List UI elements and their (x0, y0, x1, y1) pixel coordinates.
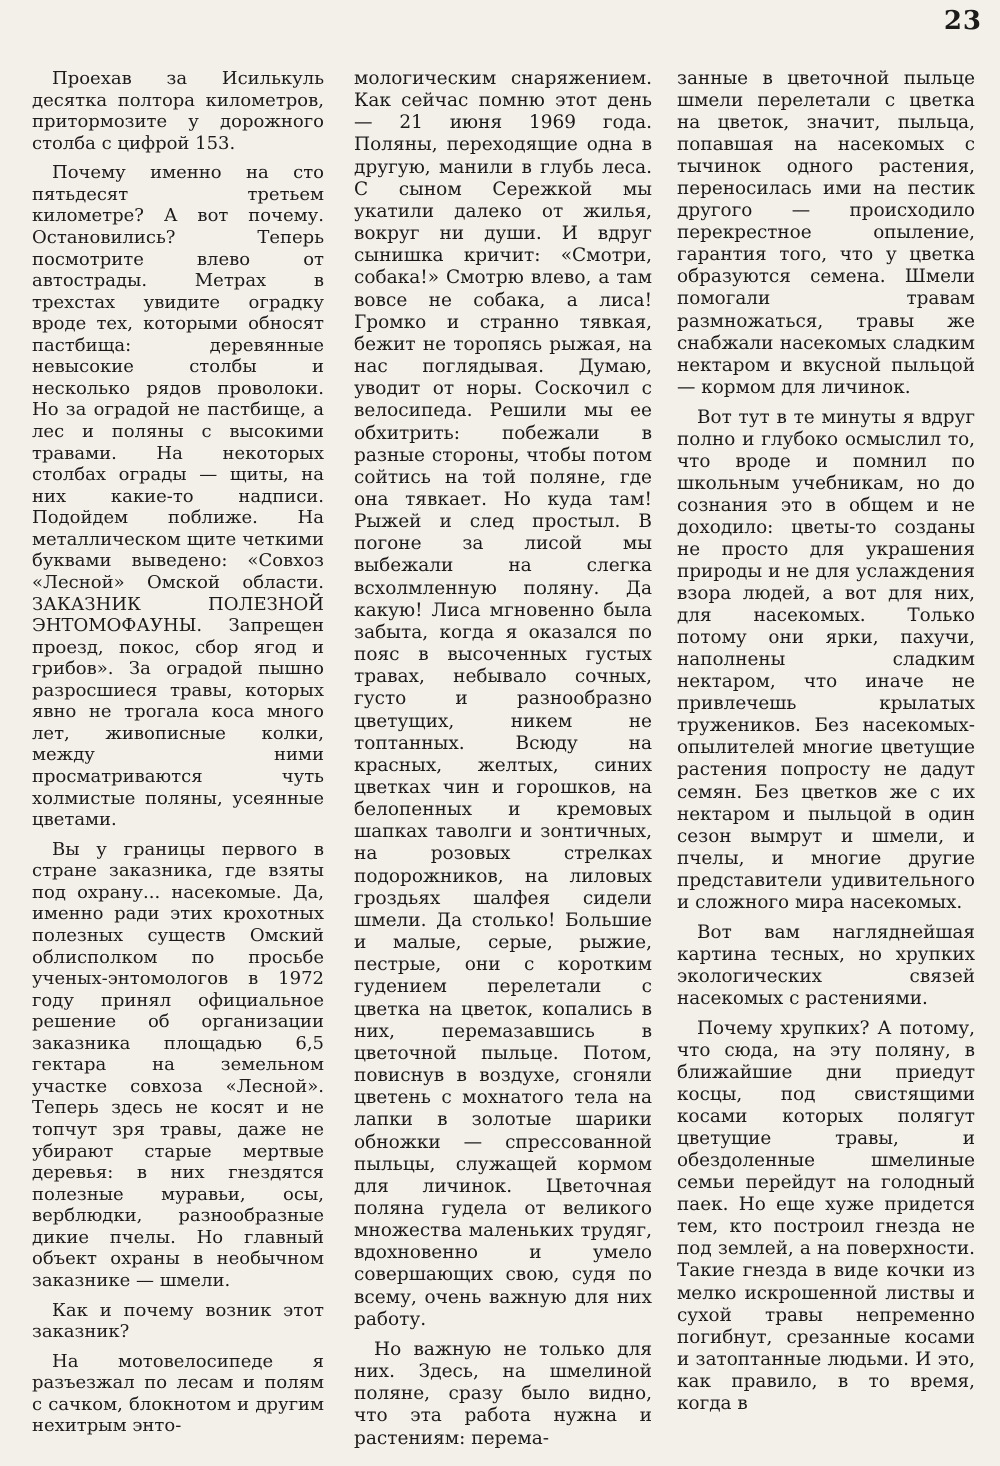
paragraph: занные в цветочной пыльце шмели перелетали с цветка на цветок, значит, пыльца, попавшая на насекомых с тычинок одного растения, переносилась ими на пестик другого — происходило перекрестное опыление, гарантия того, что у цветка образуются семена. Шмели помогали травам размножаться, травы же снабжали насекомых сладким нектаром и вкусной пыльцой — кормом для личинок. (677, 68, 975, 398)
paragraph: Проехав за Исилькуль десятка полтора километров, притормозите у дорожного столба с цифрой 153. (32, 68, 324, 154)
page-number: 23 (943, 6, 982, 36)
paragraph: Вы у границы первого в стране заказника, где взяты под охрану... насекомые. Да, именно ради этих крохотных полезных существ Омский облисполком по просьбе ученых-энтомологов в 1972 году принял официальное решение об организации заказника площадью 6,5 гектара на земельном участке совхоза «Лесной». Теперь здесь не косят и не топчут зря травы, даже не убирают старые мертвые деревья: в них гнездятся полезные муравьи, осы, верблюдки, разнообразные дикие пчелы. Но главный объект охраны в необычном заказнике — шмели. (32, 838, 324, 1291)
paragraph: На мотовелосипеде я разъезжал по лесам и полям с сачком, блокнотом и другим нехитрым энто- (32, 1350, 324, 1437)
text-column-left (32, 68, 324, 1437)
text-column-middle (354, 68, 652, 1450)
paragraph: Почему хрупких? А потому, что сюда, на эту поляну, в ближайшие дни приедут косцы, под свистящими косами которых полягут цветущие травы, и обездоленные шмелиные семьи перейдут на голодный паек. Но еще хуже придется тем, кто построил гнезда не под землей, а на поверхности. Такие гнезда в виде кочки из мелко искрошенной листвы и сухой травы непременно погибнут, срезанные косами и затоптанные людьми. И это, как правило, в то время, когда в (677, 1017, 975, 1414)
paragraph: мологическим снаряжением. Как сейчас помню этот день — 21 июня 1969 года. Поляны, переходящие одна в другую, манили в глубь леса. С сыном Сережкой мы укатили далеко от жилья, вокруг ни души. И вдруг сынишка кричит: «Смотри, собака!» Смотрю влево, а там вовсе не собака, а лиса! Громко и странно тявкая, бежит не торопясь рыжая, на нас поглядывая. Думаю, уводит от норы. Соскочил с велосипеда. Решили мы ее обхитрить: побежали в разные стороны, чтобы потом сойтись на той поляне, где она тявкает. Но куда там! Рыжей и след простыл. В погоне за лисой мы выбежали на слегка всхолмленную поляну. Да какую! Лиса мгновенно была забыта, когда я оказался по пояс в высоченных густых травах, небывало сочных, густо и разнообразно цветущих, никем не топтанных. Всюду на красных, желтых, синих цветках чин и горошков, на белопенных и кремовых шапках таволги и зонтичных, на розовых стрелках подорожников, на лиловых гроздьях шалфея сидели шмели. Да столько! Большие и малые, серые, рыжие, пестрые, они с коротким гудением перелетали с цветка на цветок, копались в них, перемазавшись в цветочной пыльце. Потом, повиснув в воздухе, сгоняли цветень с мохнатого тела на лапки в золотые шарики обножки — спрессованной пыльцы, служащей кормом для личинок. Цветочная поляна гудела от великого множества маленьких трудяг, вдохновенно и умело совершающих свою, судя по всему, очень важную для них работу. (354, 68, 652, 1330)
paragraph: Почему именно на сто пятьдесят третьем километре? А вот почему. Остановились? Теперь посмотрите влево от автострады. Метрах в трехстах увидите оградку вроде тех, которыми обносят пастбища: деревянные невысокие столбы и несколько рядов проволоки. Но за оградой не пастбище, а лес и поляны с высокими травами. На некоторых столбах ограды — щиты, на них какие-то надписи. Подойдем поближе. На металлическом щите четкими буквами выведено: «Совхоз «Лесной» Омской области. ЗАКАЗНИК ПОЛЕЗНОЙ ЭНТОМОФАУНЫ. Запрещен проезд, покос, сбор ягод и грибов». За оградой пышно разросшиеся травы, которых явно не трогала коса много лет, живописные колки, между ними просматриваются чуть холмистые поляны, усеянные цветами. (32, 162, 324, 831)
text-column-right (677, 68, 975, 1415)
paragraph: Но важную не только для них. Здесь, на шмелиной поляне, сразу было видно, что эта работа нужна и растениям: перема- (354, 1338, 652, 1449)
paragraph: Как и почему возник этот заказник? (32, 1299, 324, 1343)
paragraph: Вот тут в те минуты я вдруг полно и глубоко осмыслил то, что вроде и помнил по школьным учебникам, но до сознания это в общем и не доходило: цветы-то созданы не просто для украшения природы и не для услаждения взора людей, а вот для них, для насекомых. Только потому они ярки, пахучи, наполнены сладким нектаром, что иначе не привлечешь крылатых тружеников. Без насекомых-опылителей многие цветущие растения попросту не дадут семян. Без цветков же с их нектаром и пыльцой в один сезон вымрут и шмели, и пчелы, и многие другие представители удивительного и сложного мира насекомых. (677, 406, 975, 913)
paragraph: Вот вам нагляднейшая картина тесных, но хрупких экологических связей насекомых с растениями. (677, 921, 975, 1009)
